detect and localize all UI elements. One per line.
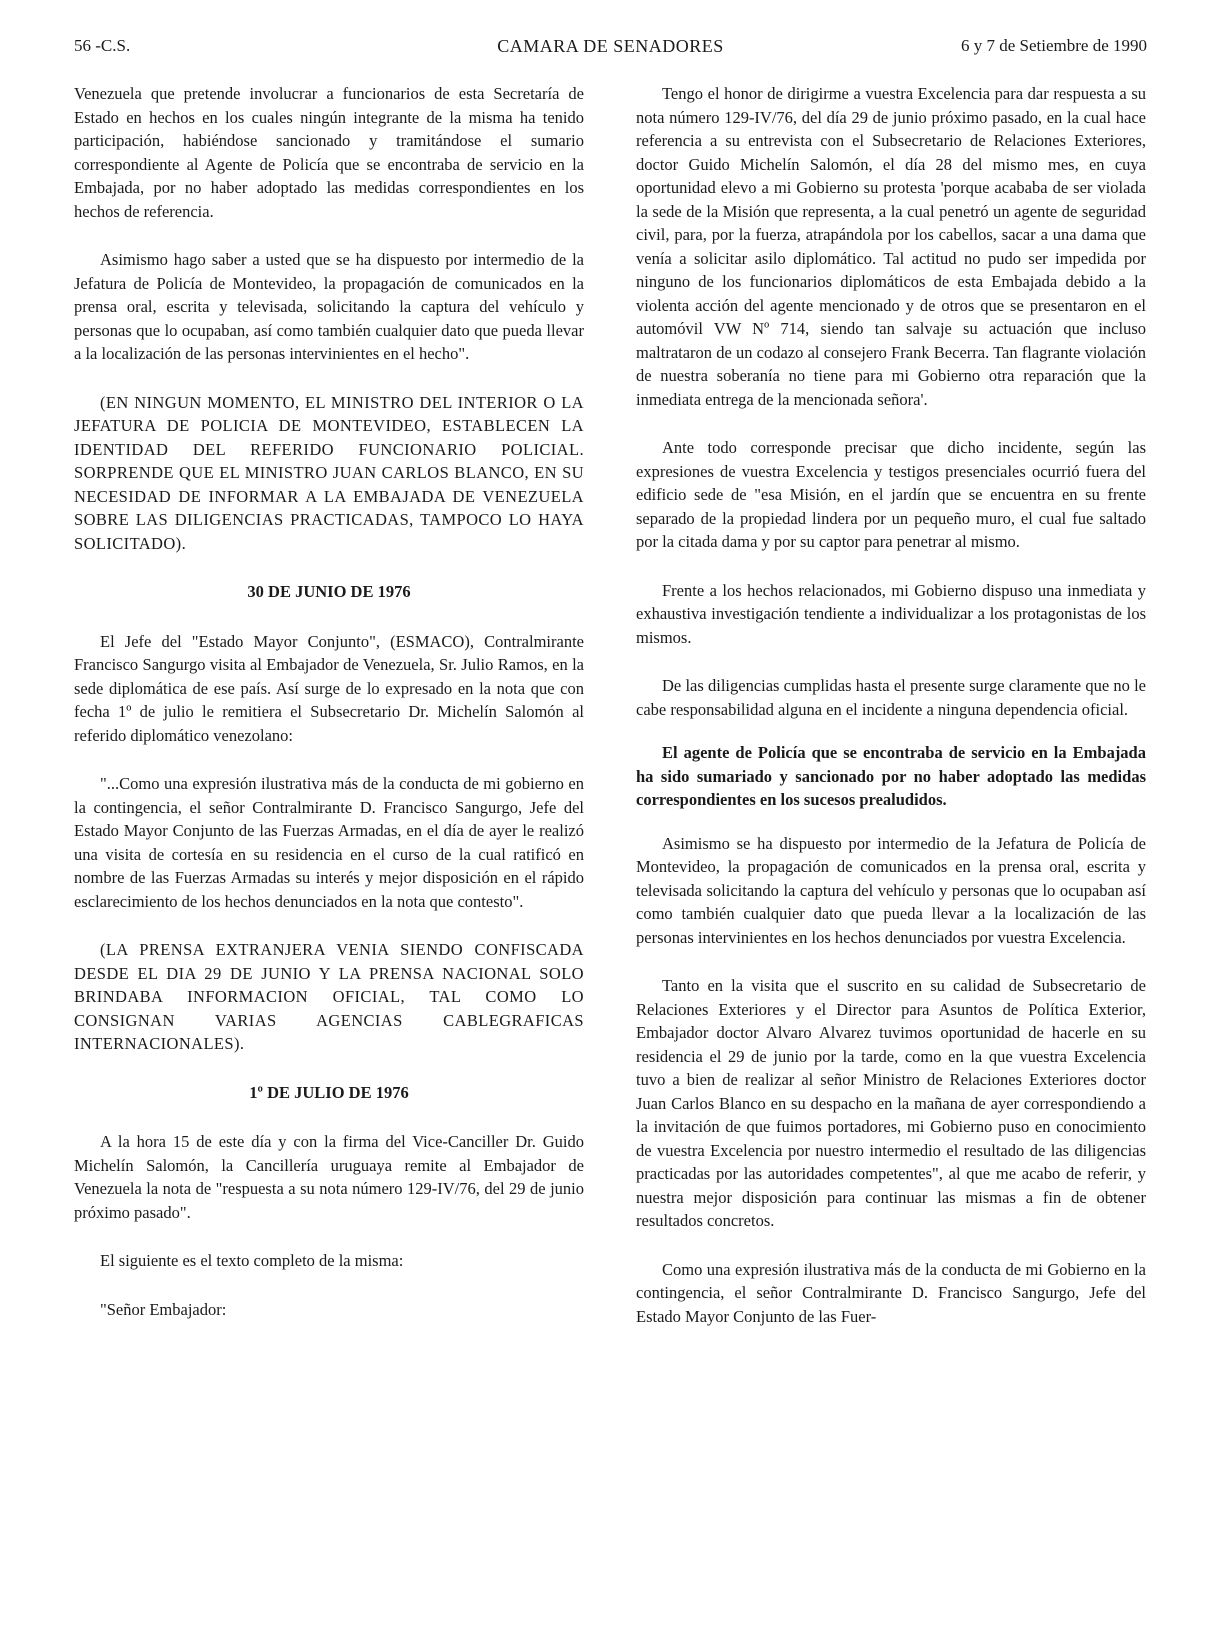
right-column	[636, 82, 1146, 1353]
paragraph: El Jefe del "Estado Mayor Conjunto", (ESMACO), Contralmirante Francisco Sangurgo visita al Embajador de Venezuela, Sr. Julio Ramos, en la sede diplomática de ese país. Así surge de lo expresado en la nota que con fecha 1º de julio le remitiera el Subsecretario Dr. Michelín Salomón al referido diplomático venezolano:	[74, 631, 584, 745]
paragraph: A la hora 15 de este día y con la firma del Vice-Canciller Dr. Guido Michelín Salomón, la Cancillería uruguaya remite al Embajador de Venezuela la nota de "respuesta a su nota número 129-IV/76, del 29 de junio próximo pasado".	[74, 1132, 584, 1222]
quoted-paragraph: "...Como una expresión ilustrativa más de la conducta de mi gobierno en la contingencia, el señor Contralmirante D. Francisco Sangurgo, Jefe del Estado Mayor Conjunto de las Fuerzas Armadas, en el día de ayer le realizó una visita de cortesía en su residencia en el curso de la cual ratificó en nombre de las Fuerzas Armadas su interés y mejor disposición en el rápido esclarecimiento de los hechos denunciados en la nota que contesto".	[74, 774, 584, 911]
paragraph: Tanto en la visita que el suscrito en su calidad de Subsecretario de Relaciones Exteriores y el Director para Asuntos de Política Exterior, Embajador doctor Alvaro Alvarez tuvimos oportunidad de hacerle en su residencia el 29 de junio por la tarde, como en la que vuestra Excelencia tuvo a bien de realizar al señor Ministro de Relaciones Exteriores doctor Juan Carlos Blanco en su despacho en la mañana de ayer correspondiendo a la invitación de que fuimos portadores, mi Gobierno puso en conocimiento de vuestra Excelencia por nuestro intermedio el resultado de las diligencias practicadas por las autoridades competentes", al que me acabo de referir, y nuestra mejor disposición para continuar las mismas a fin de obtener resultados concretos.	[636, 976, 1146, 1230]
paragraph: Frente a los hechos relacionados, mi Gobierno dispuso una inmediata y exhaustiva investigación tendiente a individualizar a los protagonistas de los mismos.	[636, 580, 1146, 647]
left-column	[74, 82, 584, 1346]
paragraph: Ante todo corresponde precisar que dicho incidente, según las expresiones de vuestra Excelencia y testigos presenciales ocurrió fuera del edificio sede de "esa Misión, en el jardín que se encuentra en su frente separado de la propiedad lindera por un pequeño muro, el cual fue saltado por la citada dama y por su captor para penetrar al mismo.	[636, 438, 1146, 551]
paragraph-caps: (LA PRENSA EXTRANJERA VENIA SIENDO CONFISCADA DESDE EL DIA 29 DE JUNIO Y LA PRENSA NACIONAL SOLO BRINDABA INFORMACION OFICIAL, TAL COMO LO CONSIGNAN VARIAS AGENCIAS CABLEGRAFICAS INTERNACIONALES).	[74, 940, 584, 1053]
paragraph: Asimismo hago saber a usted que se ha dispuesto por intermedio de la Jefatura de Policía de Montevideo, la propagación de comunicados en la prensa oral, escrita y televisada, solicitando la captura del vehículo y personas que lo ocupaban, así como también cualquier dato que pueda llevar a la localización de las personas intervinientes en el hecho".	[74, 250, 584, 363]
salutation: "Señor Embajador:	[100, 1299, 227, 1319]
paragraph: Tengo el honor de dirigirme a vuestra Excelencia para dar respuesta a su nota número 129-IV/76, del día 29 de junio próximo pasado, en la cual hace referencia a su entrevista con el Subsecretario de Relaciones Exteriores, doctor Guido Michelín Salomón, el día 28 del mismo mes, en cuya oportunidad elevo a mi Gobierno su protesta 'porque acababa de ser violada la sede de la Misión que representa, a la cual penetró un agente de seguridad civil, para, por la fuerza, atrapándola por los cabellos, sacar a una dama que venía a solicitar asilo diplomático. Tal actitud no pudo ser impedida por ninguno de los funcionarios diplomáticos de esta Embajada debido a la violenta acción del agente mencionado y de otros que se presentaron en el automóvil VW Nº 714, siendo tan salvaje su actuación que incluso maltrataron de un codazo al consejero Frank Becerra. Tan flagrante violación de nuestra soberanía no tiene para mi Gobierno otra reparación que la inmediata entrega de la mencionada señora'.	[636, 84, 1146, 409]
paragraph: Asimismo se ha dispuesto por intermedio de la Jefatura de Policía de Montevideo, la propagación de comunicados en la prensa oral, escrita y televisada solicitando la captura del vehículo y personas que lo ocupaban así como también cualquier dato que pueda llevar a la localización de las personas intervinientes en los hechos denunciados por vuestra Excelencia.	[636, 833, 1146, 947]
paragraph: Como una expresión ilustrativa más de la conducta de mi Gobierno en la contingencia, el señor Contralmirante D. Francisco Sangurgo, Jefe del Estado Mayor Conjunto de las Fuer-	[636, 1259, 1146, 1326]
page-header	[74, 34, 1147, 58]
paragraph: Venezuela que pretende involucrar a funcionarios de esta Secretaría de Estado en hechos en los cuales ningún integrante de la misma ha tenido participación, habiéndose sancionado y tramitándose el sumario correspondiente al Agente de Policía que se encontraba de servicio en la Embajada, por no haber adoptado las medidas correspondientes en los hechos de referencia.	[74, 84, 584, 221]
paragraph: El siguiente es el texto completo de la misma:	[100, 1251, 404, 1270]
paragraph-caps: (EN NINGUN MOMENTO, EL MINISTRO DEL INTERIOR O LA JEFATURA DE POLICIA DE MONTEVIDEO, ESTABLECEN LA IDENTIDAD DEL REFERIDO FUNCIONARIO POLICIAL. SORPRENDE QUE EL MINISTRO JUAN CARLOS BLANCO, EN SU NECESIDAD DE INFORMAR A LA EMBAJADA DE VENEZUELA SOBRE LAS DILIGENCIAS PRACTICADAS, TAMPOCO LO HAYA SOLICITADO).	[74, 392, 584, 553]
paragraph: De las diligencias cumplidas hasta el presente surge claramente que no le cabe responsabilidad alguna en el incidente a ninguna dependencia oficial.	[636, 676, 1146, 719]
session-date: 6 y 7 de Setiembre de 1990	[960, 36, 1147, 55]
publication-title: CAMARA DE SENADORES	[497, 36, 724, 56]
page-number: 56 -C.S.	[74, 36, 131, 55]
paragraph-bold: El agente de Policía que se encontraba de servicio en la Embajada ha sido sumariado y sancionado por no haber adoptado las medidas correspondientes en los sucesos prealudidos.	[636, 743, 1146, 809]
section-heading: 1º DE JULIO DE 1976	[249, 1082, 409, 1102]
section-heading: 30 DE JUNIO DE 1976	[247, 582, 411, 601]
